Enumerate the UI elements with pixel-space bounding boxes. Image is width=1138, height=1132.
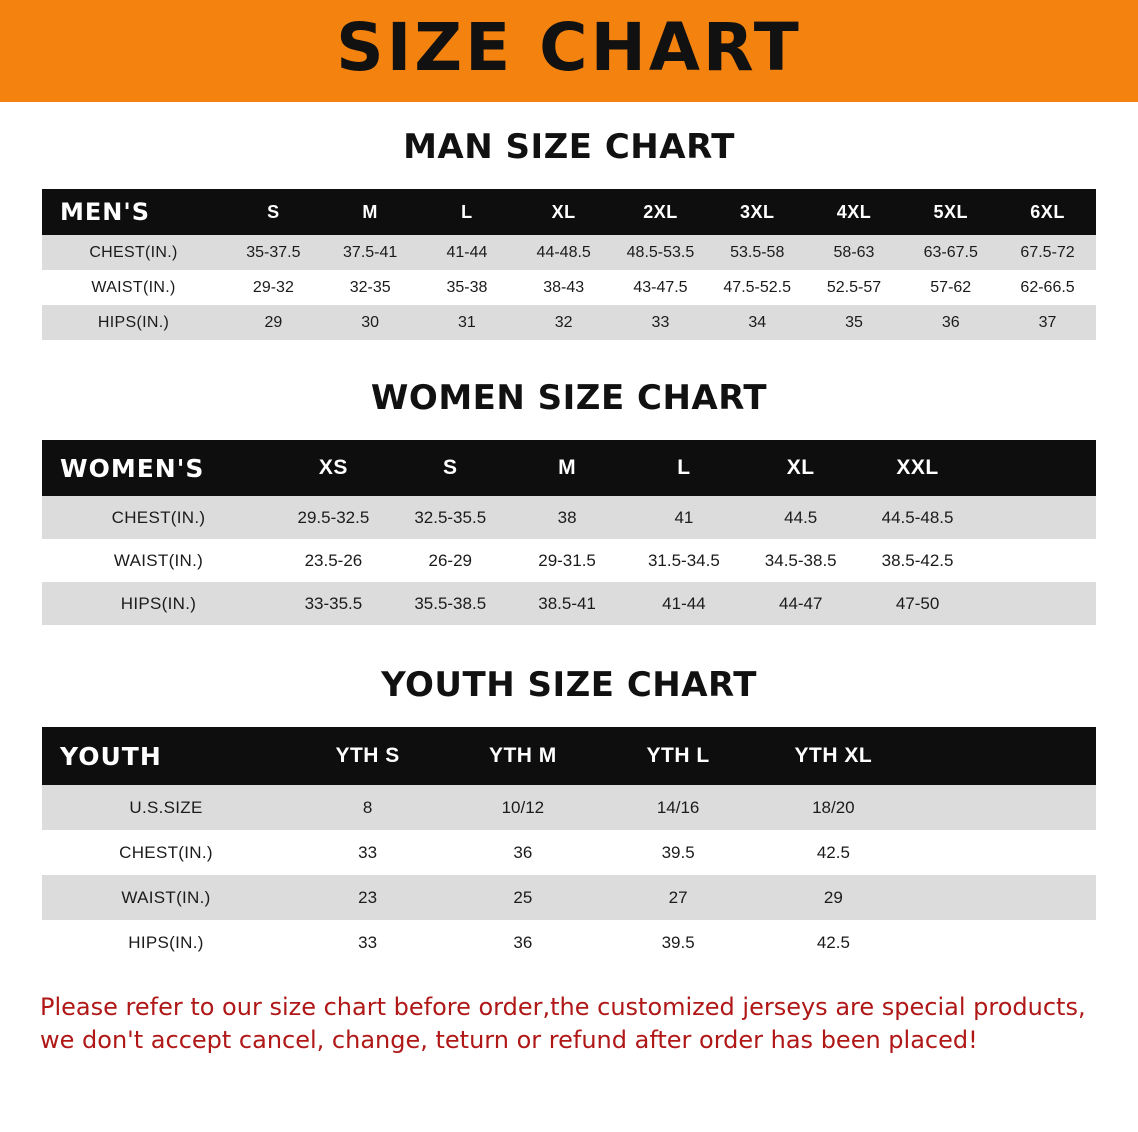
youth-cell-1-0: 33 [358,842,378,862]
man-cell-1-4: 43-47.5 [633,278,688,296]
man-cell-0-3: 44-48.5 [536,243,591,261]
man-cell-0-5: 53.5-58 [730,243,785,261]
youth-cell-3-3: 42.5 [816,932,850,952]
man-cell-1-7: 57-62 [930,278,972,296]
man-col-header-8: 6XL [1030,201,1065,222]
man-cell-2-7: 36 [941,313,960,331]
youth-row-label-header: YOUTH [60,741,162,771]
youth-size-table [42,727,1096,965]
table-header-row [42,440,1096,496]
man-cell-0-1: 37.5-41 [343,243,398,261]
man-cell-0-2: 41-44 [446,243,488,261]
women-cell-2-0: 33-35.5 [304,593,363,613]
youth-cell-1-spacer [911,830,1096,875]
table-row [42,270,1096,305]
table-header-row [42,727,1096,785]
man-cell-0-0: 35-37.5 [246,243,301,261]
man-row-label-header: MEN'S [60,198,150,226]
man-cell-2-3: 32 [554,313,573,331]
man-cell-2-0: 29 [264,313,283,331]
youth-cell-3-spacer [911,920,1096,965]
women-cell-0-0: 29.5-32.5 [297,507,370,527]
table-row [42,496,1096,539]
youth-col-header-3: YTH XL [794,744,873,767]
youth-row-label-3: HIPS(IN.) [128,932,204,952]
youth-section-heading: YOUTH SIZE CHART [381,665,757,705]
man-table-header [42,189,1096,235]
man-col-header-0: S [267,201,280,222]
man-col-header-5: 3XL [739,201,775,222]
youth-cell-1-2: 39.5 [661,842,695,862]
man-col-header-7: 5XL [933,201,968,222]
women-cell-0-2: 38 [557,507,577,527]
man-row-label-2: HIPS(IN.) [97,313,170,331]
man-cell-0-7: 63-67.5 [923,243,978,261]
man-cell-0-4: 48.5-53.5 [626,243,695,261]
women-cell-0-spacer [976,496,1096,539]
man-cell-1-0: 29-32 [252,278,294,296]
youth-col-header-spacer [911,727,1096,785]
page-title: SIZE CHART [336,9,802,86]
women-table-header [42,440,1096,496]
youth-cell-0-2: 14/16 [656,797,700,817]
banner [0,0,1138,102]
youth-cell-0-spacer [911,785,1096,830]
women-cell-0-4: 44.5 [784,507,818,527]
table-row [42,875,1096,920]
man-cell-2-6: 35 [845,313,863,331]
man-table-wrapper [42,189,1096,340]
youth-cell-0-3: 18/20 [812,797,855,817]
youth-table-header [42,727,1096,785]
women-col-header-0: XS [318,456,348,479]
youth-cell-3-1: 36 [513,932,533,952]
youth-cell-1-3: 42.5 [816,842,850,862]
women-row-label-0: CHEST(IN.) [111,507,206,527]
footer-note [40,991,1098,1057]
women-col-header-1: S [442,456,458,479]
women-cell-2-4: 44-47 [778,593,823,613]
women-size-table [42,440,1096,625]
man-cell-2-4: 33 [651,313,670,331]
women-cell-1-4: 34.5-38.5 [764,550,837,570]
women-cell-0-3: 41 [674,507,694,527]
women-cell-2-2: 38.5-41 [538,593,596,613]
man-col-header-2: L [461,201,473,222]
man-cell-2-2: 31 [458,313,476,331]
man-section-heading: MAN SIZE CHART [403,127,735,167]
man-cell-0-6: 58-63 [833,243,875,261]
women-cell-2-spacer [976,582,1096,625]
youth-col-header-1: YTH M [488,744,557,767]
youth-cell-2-2: 27 [668,887,688,907]
women-cell-1-3: 31.5-34.5 [647,550,720,570]
youth-cell-0-1: 10/12 [501,797,545,817]
women-col-header-4: XL [786,456,815,479]
youth-table-body [42,785,1096,965]
man-row-label-1: WAIST(IN.) [91,278,176,296]
table-row [42,830,1096,875]
man-col-header-4: 2XL [643,201,678,222]
women-row-label-2: HIPS(IN.) [120,593,197,613]
man-cell-1-2: 35-38 [446,278,488,296]
youth-row-label-2: WAIST(IN.) [121,887,211,907]
women-table-wrapper [42,440,1096,625]
women-table-body [42,496,1096,625]
youth-cell-3-0: 33 [358,932,378,952]
man-cell-2-5: 34 [748,313,767,331]
women-cell-1-spacer [976,539,1096,582]
man-cell-2-1: 30 [361,313,380,331]
table-row [42,785,1096,830]
women-cell-0-1: 32.5-35.5 [414,507,487,527]
youth-cell-3-2: 39.5 [661,932,695,952]
women-row-label-header: WOMEN'S [60,453,205,483]
man-col-header-3: XL [551,201,576,222]
women-row-label-1: WAIST(IN.) [113,550,204,570]
youth-col-header-2: YTH L [646,744,710,767]
man-cell-1-3: 38-43 [543,278,585,296]
women-col-header-spacer [976,440,1096,496]
table-row [42,235,1096,270]
women-col-header-2: M [558,456,577,479]
women-col-header-3: L [677,456,691,479]
youth-table-wrapper [42,727,1096,965]
table-header-row [42,189,1096,235]
youth-cell-2-3: 29 [823,887,843,907]
table-row [42,582,1096,625]
man-cell-1-6: 52.5-57 [826,278,882,296]
women-cell-2-1: 35.5-38.5 [414,593,487,613]
man-cell-1-8: 62-66.5 [1020,278,1075,296]
women-cell-2-5: 47-50 [895,593,940,613]
women-col-header-5: XXL [896,456,939,479]
table-row [42,920,1096,965]
youth-col-header-0: YTH S [335,744,400,767]
youth-row-label-1: CHEST(IN.) [119,842,213,862]
women-cell-1-5: 38.5-42.5 [881,550,954,570]
youth-row-label-0: U.S.SIZE [129,797,203,817]
table-row [42,305,1096,340]
man-col-header-6: 4XL [836,201,872,222]
man-table-body [42,235,1096,340]
women-cell-1-0: 23.5-26 [304,550,363,570]
youth-cell-0-0: 8 [362,797,373,817]
man-cell-2-8: 37 [1038,313,1057,331]
youth-cell-2-1: 25 [513,887,533,907]
women-cell-0-5: 44.5-48.5 [881,507,954,527]
man-cell-1-1: 32-35 [349,278,391,296]
youth-cell-2-spacer [911,875,1096,920]
man-row-label-0: CHEST(IN.) [89,243,178,261]
women-section-heading: WOMEN SIZE CHART [370,378,768,418]
youth-cell-2-0: 23 [358,887,378,907]
man-cell-0-8: 67.5-72 [1020,243,1075,261]
women-cell-2-3: 41-44 [662,593,706,613]
man-size-table [42,189,1096,340]
table-row [42,539,1096,582]
women-cell-1-1: 26-29 [428,550,472,570]
footer-note-line-2: we don't accept cancel, change, teturn or refund after order has been placed! [40,1026,978,1055]
man-col-header-1: M [362,201,378,222]
youth-cell-1-1: 36 [513,842,533,862]
man-cell-1-5: 47.5-52.5 [723,278,792,296]
women-cell-1-2: 29-31.5 [538,550,596,570]
footer-note-line-1: Please refer to our size chart before order,the customized jerseys are special products, [40,993,1086,1021]
